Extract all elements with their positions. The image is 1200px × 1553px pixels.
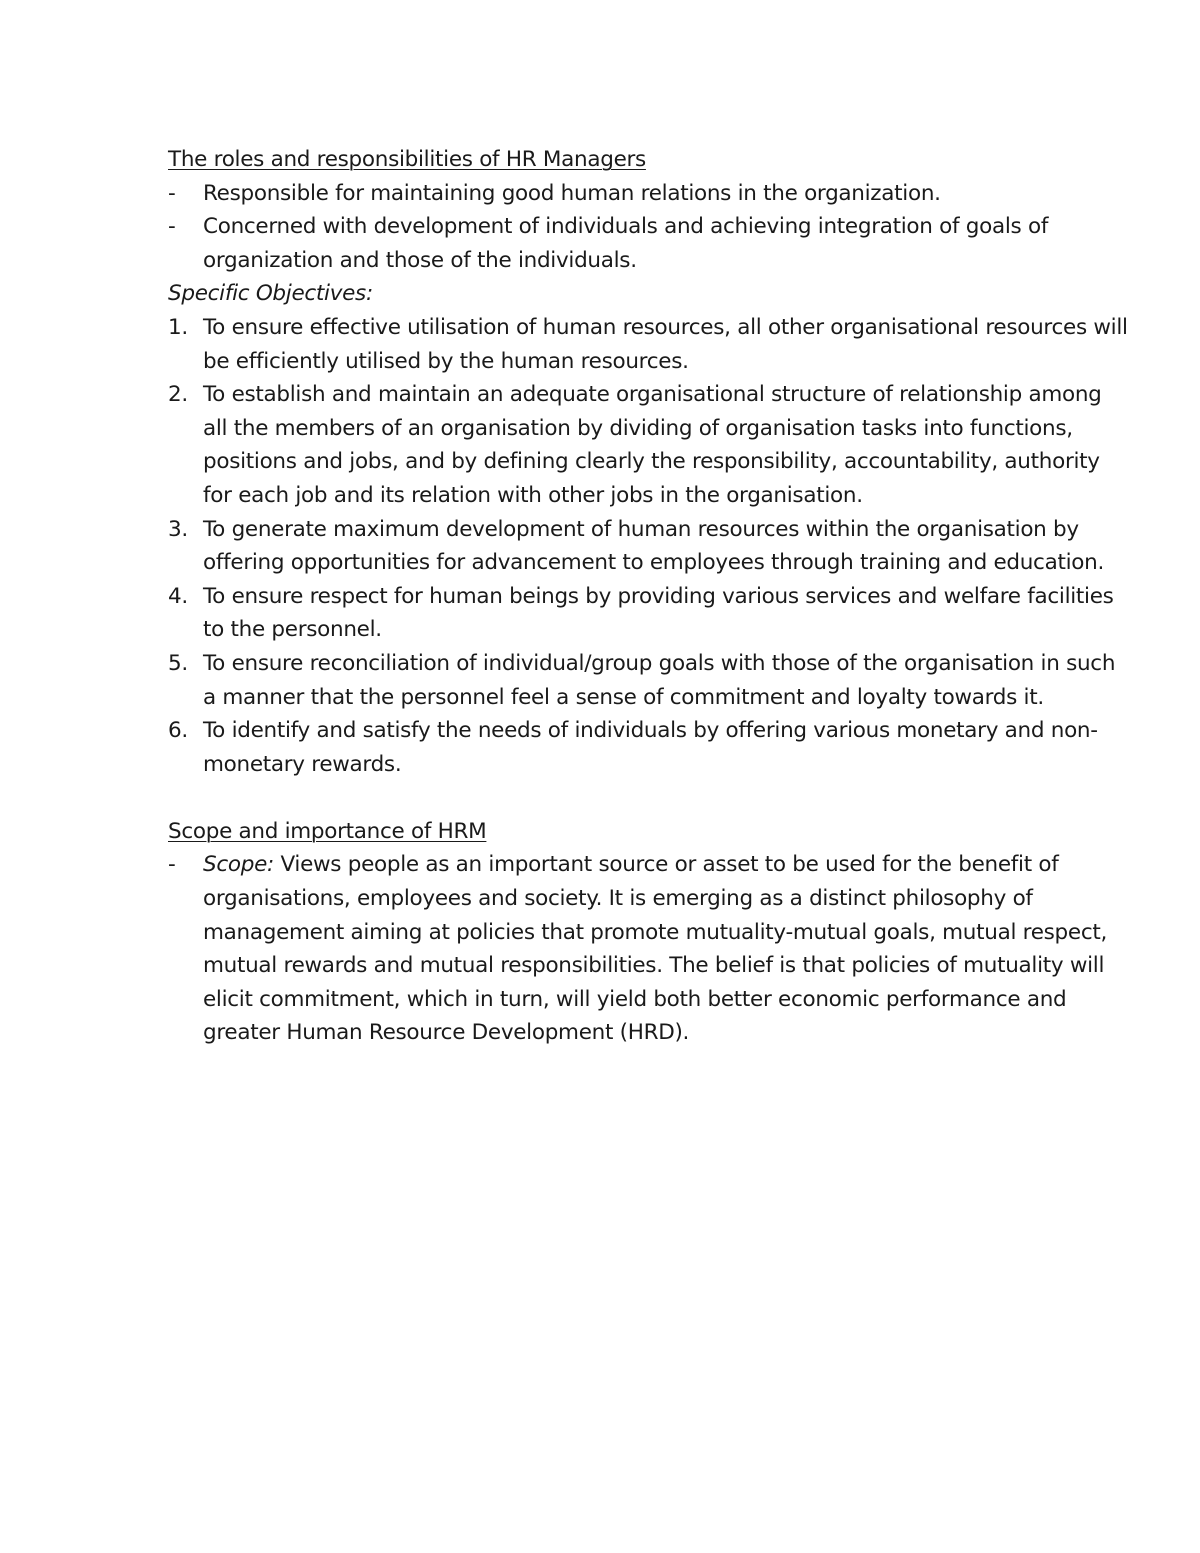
- objective-item: [168, 647, 1128, 714]
- objective-item: [168, 513, 1128, 580]
- objective-item: [168, 580, 1128, 647]
- number-marker: 4.: [168, 583, 188, 609]
- number-marker: 3.: [168, 516, 188, 542]
- list-item-text: Responsible for maintaining good human relations in the organization.: [203, 180, 941, 206]
- number-marker: 1.: [168, 314, 188, 340]
- objective-text: To identify and satisfy the needs of individuals by offering various monetary and non-monetary rewards.: [203, 718, 1098, 777]
- bullet-marker: -: [168, 180, 176, 206]
- specific-objectives-subheading: Specific Objectives:: [168, 281, 373, 307]
- objective-item: [168, 311, 1128, 378]
- list-item-text: Views people as an important source or asset to be used for the benefit of organisations, employees and society. It is emerging as a distinct philosophy of management aiming at policies that promote mutuality-mutual goals, mutual respect, mutual rewards and mutual responsibilities. The belief is that policies of mutuality will elicit commitment, which in turn, will yield both better economic performance and greater Human Resource Development (HRD).: [203, 852, 1108, 1046]
- document-body: [168, 143, 1128, 1050]
- list-item: [168, 177, 1128, 211]
- objective-item: [168, 378, 1128, 512]
- list-item: [168, 210, 1128, 277]
- objective-text: To ensure effective utilisation of human resources, all other organisational resources will be efficiently utilised by the human resources.: [203, 314, 1128, 374]
- objective-text: To ensure respect for human beings by providing various services and welfare facilities to the personnel.: [203, 583, 1114, 643]
- list-item: [168, 848, 1128, 1050]
- objective-text: To generate maximum development of human resources within the organisation by offering opportunities for advancement to employees through training and education.: [203, 516, 1104, 576]
- list-item-text: Concerned with development of individuals and achieving integration of goals of organization and those of the individuals.: [203, 214, 1049, 273]
- number-marker: 6.: [168, 718, 188, 744]
- bullet-marker: -: [168, 852, 176, 878]
- blank-line: [168, 781, 1128, 815]
- objective-text: To ensure reconciliation of individual/group goals with those of the organisation in such a manner that the personnel feel a sense of commitment and loyalty towards it.: [203, 650, 1116, 710]
- objective-item: [168, 714, 1128, 781]
- number-marker: 5.: [168, 650, 188, 676]
- scope-label: Scope:: [203, 852, 274, 878]
- bullet-marker: -: [168, 214, 176, 240]
- number-marker: 2.: [168, 382, 188, 408]
- objective-text: To establish and maintain an adequate organisational structure of relationship among all the members of an organisation by dividing of organisation tasks into functions, positions and jobs, and by defining clearly the responsibility, accountability, authority for each job and its relation with other jobs in the organisation.: [203, 382, 1102, 508]
- section-heading-scope: Scope and importance of HRM: [168, 818, 487, 844]
- section-heading-hr-roles: The roles and responsibilities of HR Managers: [168, 147, 646, 172]
